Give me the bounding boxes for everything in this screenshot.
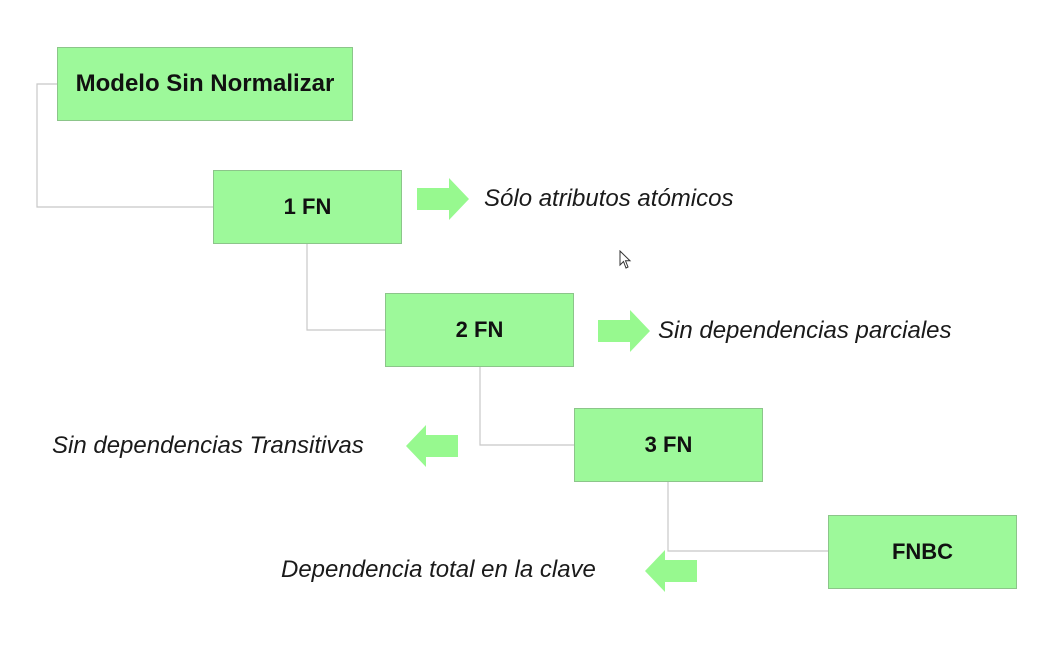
box-label: 3 FN [644,432,693,457]
mouse-cursor-icon [619,250,633,270]
box-label: FNBC [891,539,954,564]
connector-1fn-to-2fn [307,244,385,330]
annotation-fnbc: Dependencia total en la clave [281,556,596,583]
arrow-right-icon [598,310,650,352]
box-modelo-sin-normalizar [57,47,353,121]
annotation-3fn: Sin dependencias Transitivas [52,432,364,459]
arrow-right-icon [417,178,469,220]
annotation-1fn: Sólo atributos atómicos [484,185,734,212]
arrow-left-icon [406,425,458,467]
connector-2fn-to-3fn [480,367,574,445]
box-label: 1 FN [283,194,332,219]
box-label: Modelo Sin Normalizar [75,70,335,97]
arrow-left-icon [645,550,697,592]
box-label: 2 FN [455,317,504,342]
box-fnbc [828,515,1017,589]
box-2fn [385,293,574,367]
box-1fn [213,170,402,244]
connector-3fn-to-fnbc [668,482,828,551]
annotation-2fn: Sin dependencias parciales [658,317,952,344]
box-3fn [574,408,763,482]
